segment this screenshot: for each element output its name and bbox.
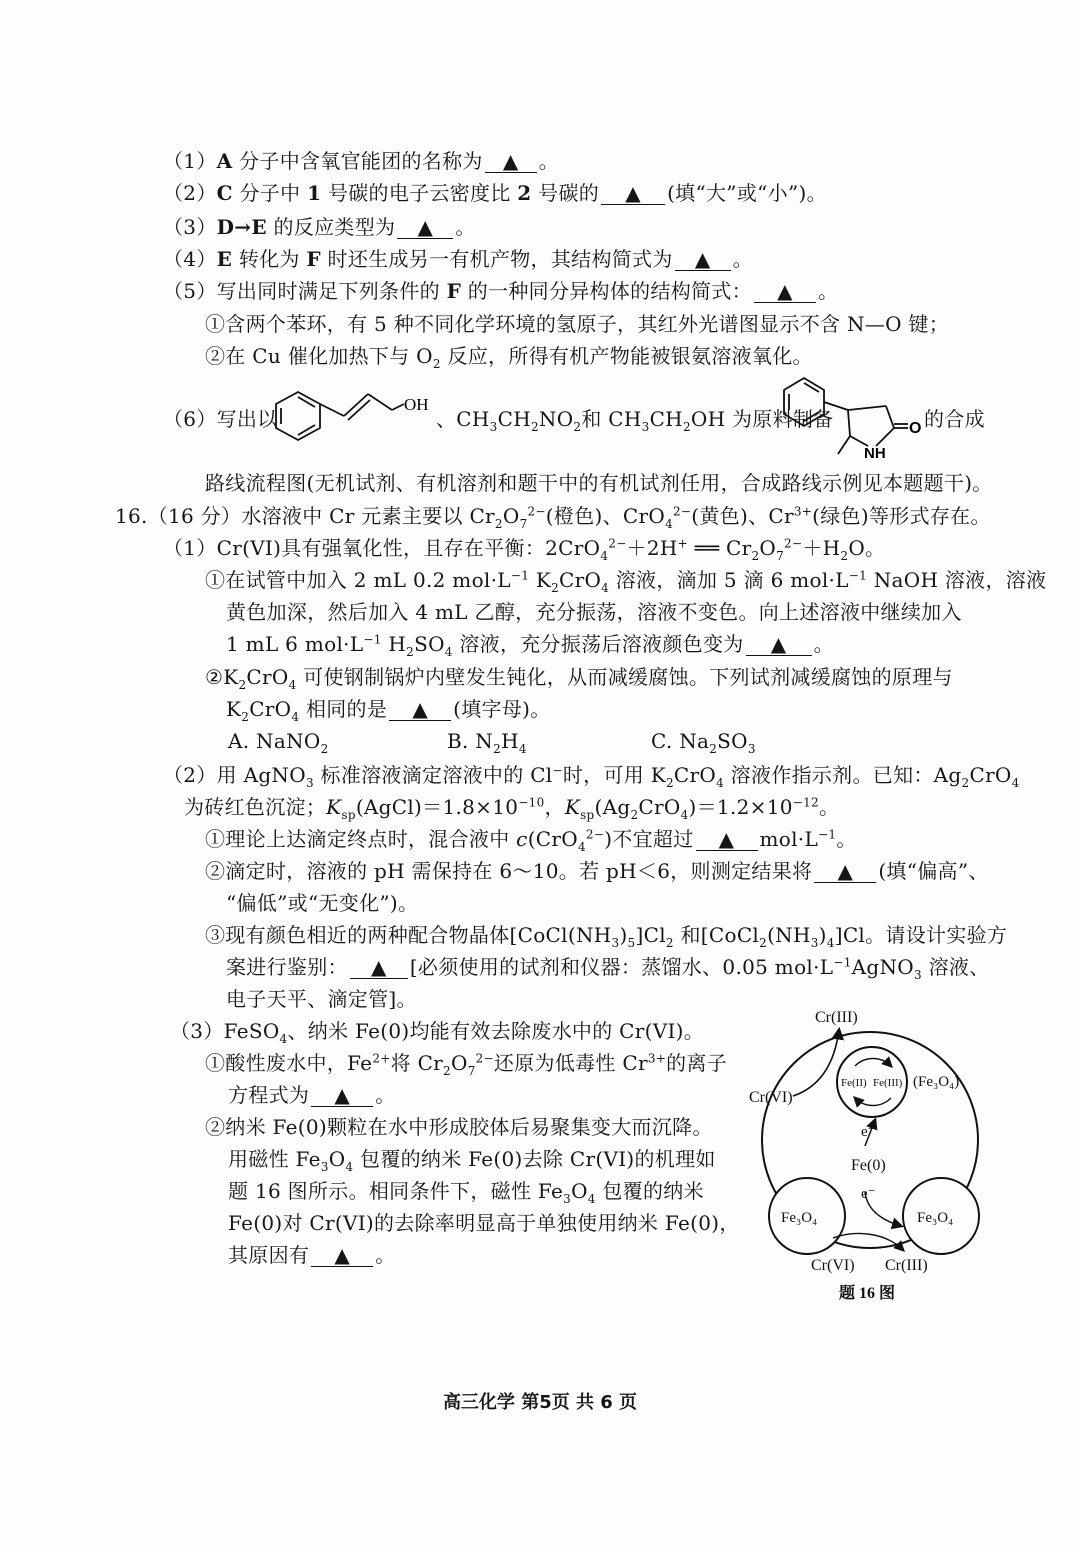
answer-blank[interactable]: ▲ xyxy=(696,828,758,851)
q15-part6-line2: 路线流程图(无机试剂、有机溶剂和题干中的有机试剂任用，合成路线示例见本题题干)。 xyxy=(205,471,993,495)
label-fe0: Fe(0) xyxy=(851,1157,886,1174)
q16-part2-line2: 为砖红色沉淀；$K_{sp}(AgCl)=1.8\times 10^{-10}$，$K_{sp}(Ag_2CrO_4)=1.2\times 10^{-12}$。 xyxy=(184,795,840,822)
q16-header: 16.（16 分）水溶液中 Cr 元素主要以 $Cr_2O_7^{2-}$(橙色)、CrO$_4^{2-}$(黄色)、$Cr^{3+}$(绿色)等形式存在。 xyxy=(115,504,991,531)
label-electron-1: e⁻ xyxy=(861,1124,876,1140)
label-cr3-bottom: Cr(III) xyxy=(885,1257,928,1274)
q15-part2: （2）C 分子中 1 号碳的电子云密度比 2 号碳的 ▲ (填“大”或“小”)。 xyxy=(163,181,827,205)
q16-part3-b-line3: 题 16 图所示。相同条件下，磁性 $Fe_3O_4$ 包覆的纳米 xyxy=(228,1179,704,1206)
q15-part6-tail: 的合成 xyxy=(924,407,985,431)
q16-part1-b-line2: $K_2CrO_4$ 相同的是 ▲ (填字母)。 xyxy=(226,697,551,724)
q15-part1: （1）A 分子中含氧官能团的名称为 ▲ 。 xyxy=(163,149,560,173)
figure-16-mechanism xyxy=(735,1000,1015,1310)
pyrrolidinone-product-structure xyxy=(776,366,926,466)
q15-part5-condition1: ①含两个苯环，有 5 种不同化学环境的氢原子，其红外光谱图显示不含 N—O 键； xyxy=(205,312,950,336)
oxygen-label: O xyxy=(909,420,922,437)
label-fe2: Fe(II) xyxy=(841,1077,867,1089)
q16-part3-a-line1: ①酸性废水中，$Fe^{2+}$将 $Cr_2O_7^{2-}$还原为低毒性 $Cr^{3+}$的离子 xyxy=(205,1051,728,1078)
option-b[interactable]: B. $N_2H_4$ xyxy=(447,729,527,756)
q16-part1-a-line2: 黄色加深，然后加入 4 mL 乙醇，充分振荡，溶液不变色。向上述溶液中继续加入 xyxy=(226,600,962,624)
page-footer: 高三化学 第5页 共 6 页 xyxy=(442,1392,638,1413)
q15-part4: （4）E 转化为 F 时还生成另一有机产物，其结构简式为 ▲ 。 xyxy=(163,247,753,271)
answer-blank[interactable]: ▲ xyxy=(397,216,453,239)
q15-part6-reagents: 、$CH_3CH_2NO_2$和 $CH_3CH_2OH$ 为原料制备 xyxy=(436,407,834,434)
q16-part2-c-line1: ③现有颜色相近的两种配合物晶体$[CoCl(NH_3)_5]Cl_2$ 和$[CoCl_2(NH_3)_4]Cl$。请设计实验方 xyxy=(205,923,1008,950)
answer-blank[interactable]: ▲ xyxy=(754,280,816,303)
q16-part1-b-line1: $②K_2CrO_4$ 可使钢制锅炉内壁发生钝化，从而减缓腐蚀。下列试剂减缓腐蚀的原理与 xyxy=(205,665,953,692)
q16-part1-a-line3: 1 mL 6 $mol\cdot L^{-1}$ $H_2SO_4$ 溶液，充分振荡后溶液颜色变为 ▲ 。 xyxy=(226,632,834,659)
label-cr3-top: Cr(III) xyxy=(815,1009,858,1026)
q16-part3-b-line5: 其原因有 ▲ 。 xyxy=(228,1243,396,1267)
label-fe3o4-paren: (Fe₃O₄) xyxy=(913,1074,960,1090)
q15-part6-label: （6）写出以 xyxy=(163,407,278,431)
q15-part3: （3）D→E 的反应类型为 ▲ 。 xyxy=(163,215,476,239)
option-a[interactable]: A. NaNO$_2$ xyxy=(228,729,329,756)
q16-part2-b-line2: “偏低”或“无变化”)。 xyxy=(226,891,419,915)
q16-part3-a-line2: 方程式为 ▲ 。 xyxy=(228,1083,396,1107)
q15-part5-condition2: ②在 Cu 催化加热下与 $O_2$ 反应，所得有机产物能被银氨溶液氧化。 xyxy=(205,344,813,371)
answer-blank[interactable]: ▲ xyxy=(814,860,876,883)
figure-caption: 题 16 图 xyxy=(839,1285,896,1302)
q16-part1-a-line1: ①在试管中加入 2 mL 0.2 $mol\cdot L^{-1}$ $K_2CrO_4$ 溶液，滴加 5 滴 6 $mol\cdot L^{-1}$ NaOH 溶液，溶液 xyxy=(205,568,1047,595)
answer-blank[interactable]: ▲ xyxy=(601,182,665,205)
q15-part5: （5）写出同时满足下列条件的 F 的一种同分异构体的结构简式： ▲ 。 xyxy=(163,279,839,303)
answer-blank[interactable]: ▲ xyxy=(746,633,812,656)
q16-part3-b-line1: ②纳米 Fe(0)颗粒在水中形成胶体后易聚集变大而沉降。 xyxy=(205,1115,713,1139)
q16-part3: （3）FeSO$_4$、纳米 Fe(0)均能有效去除废水中的 Cr(VI)。 xyxy=(170,1019,705,1046)
label-cr6-bottom: Cr(VI) xyxy=(811,1257,855,1274)
nh-label: NH xyxy=(864,445,886,462)
answer-blank[interactable]: ▲ xyxy=(311,1084,373,1107)
oh-label: OH xyxy=(404,395,429,414)
option-c[interactable]: C. $Na_2SO_3$ xyxy=(651,729,756,756)
label-fe3o4-right: Fe₃O₄ xyxy=(917,1210,954,1226)
q16-part2-c-line3: 电子天平、滴定管]。 xyxy=(226,987,417,1011)
cinnamyl-alcohol-structure xyxy=(264,384,436,448)
answer-blank[interactable]: ▲ xyxy=(311,1244,373,1267)
answer-blank[interactable]: ▲ xyxy=(675,248,731,271)
label-cr6-left: Cr(VI) xyxy=(749,1089,793,1106)
answer-blank[interactable]: ▲ xyxy=(350,956,408,979)
label-electron-2: e⁻ xyxy=(861,1186,876,1202)
label-fe3: Fe(III) xyxy=(873,1077,903,1089)
q16-part2-b-line1: ②滴定时，溶液的 pH 需保持在 6～10。若 pH＜6，则测定结果将 ▲ (填“偏高”、 xyxy=(205,859,989,883)
answer-blank[interactable]: ▲ xyxy=(485,150,537,173)
q16-part3-b-line2: 用磁性 $Fe_3O_4$ 包覆的纳米 Fe(0)去除 Cr(VI)的机理如 xyxy=(228,1147,716,1174)
q16-part2-a: ①理论上达滴定终点时，混合液中 c(CrO$_4^{2-}$)不宜超过 ▲ $mol\cdot L^{-1}$。 xyxy=(205,827,857,854)
q16-part2-line1: （2）用 AgNO$_3$ 标准溶液滴定溶液中的 Cl−时，可用 $K_2CrO_4$ 溶液作指示剂。已知：$Ag_2CrO_4$ xyxy=(163,763,1020,790)
label-fe3o4-left: Fe₃O₄ xyxy=(781,1210,818,1226)
q16-part2-c-line2: 案进行鉴别： ▲ [必须使用的试剂和仪器：蒸馏水、0.05 $mol\cdot L^{-1}AgNO_3$ 溶液、 xyxy=(226,955,990,982)
answer-blank[interactable]: ▲ xyxy=(389,698,451,721)
q16-part3-b-line4: Fe(0)对 Cr(VI)的去除率明显高于单独使用纳米 Fe(0)， xyxy=(228,1211,740,1235)
q16-part1: （1）Cr(VI)具有强氧化性，且存在平衡：2CrO$_4^{2-}$＋2H+ ══ $Cr_2O_7^{2-}+H_2O$。 xyxy=(163,536,886,563)
